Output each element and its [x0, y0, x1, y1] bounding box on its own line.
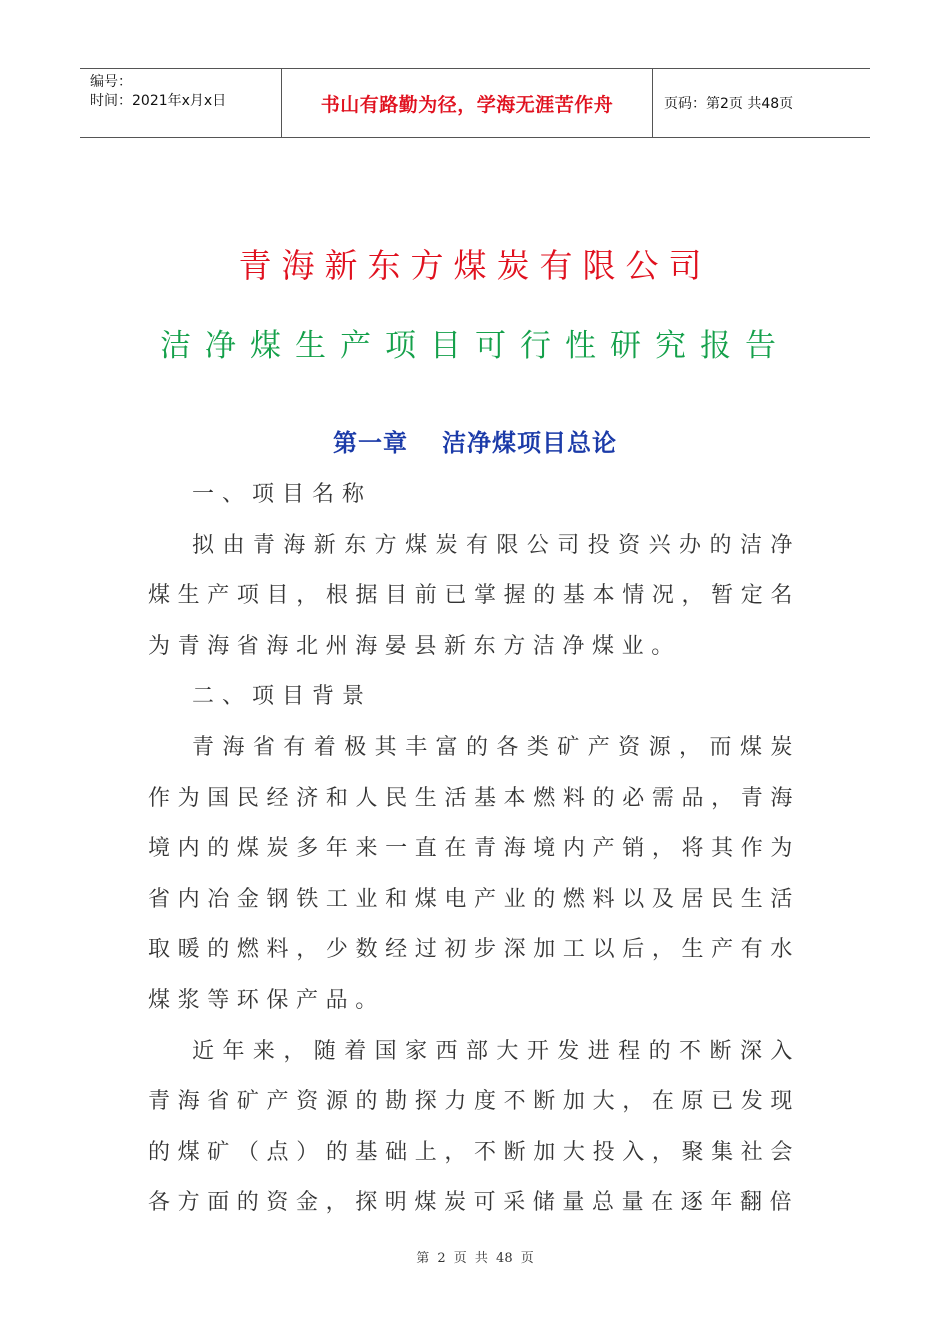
report-title: 洁净煤生产项目可行性研究报告 — [160, 328, 790, 364]
page-footer: 第 2 页 共 48 页 — [416, 1251, 534, 1266]
header-meta — [80, 69, 281, 137]
section-heading: 二、项目背景 — [192, 684, 373, 710]
document-body — [148, 470, 800, 1229]
chapter-number: 第一章 — [333, 429, 408, 457]
section-heading: 一、项目名称 — [192, 482, 373, 507]
body-paragraph: 拟由青海新东方煤炭有限公司投资兴办的洁净煤生产项目，根据目前已掌握的基本情况，暂定名为青海省海北州海晏县新东方洁净煤业。 — [148, 532, 800, 659]
chapter-name: 洁净煤项目总论 — [442, 429, 617, 457]
document-header — [80, 68, 870, 138]
body-paragraph: 近年来，随着国家西部大开发进程的不断深入青海省矿产资源的勘探力度不断加大，在原已发现的煤矿（点）的基础上，不断加大投入，聚集社会各方面的资金，探明煤炭可采储量总量在逐年翻倍 — [148, 1038, 800, 1216]
chapter-heading — [0, 423, 950, 458]
header-motto: 书山有路勤为径，学海无涯苦作舟 — [281, 69, 653, 137]
document-number-label: 编号： — [90, 74, 132, 90]
company-title: 青海新东方煤炭有限公司 — [238, 246, 712, 285]
header-page-info: 页码：第2页 共48页 — [664, 96, 794, 112]
document-time: 时间：2021年x月x日 — [90, 93, 227, 109]
body-paragraph: 青海省有着极其丰富的各类矿产资源，而煤炭作为国民经济和人民生活基本燃料的必需品，青海境内的煤炭多年来一直在青海境内产销，将其作为省内冶金钢铁工业和煤电产业的燃料以及居民生活取暖的燃料，少数经过初步深加工以后，生产有水煤浆等环保产品。 — [148, 734, 800, 1013]
